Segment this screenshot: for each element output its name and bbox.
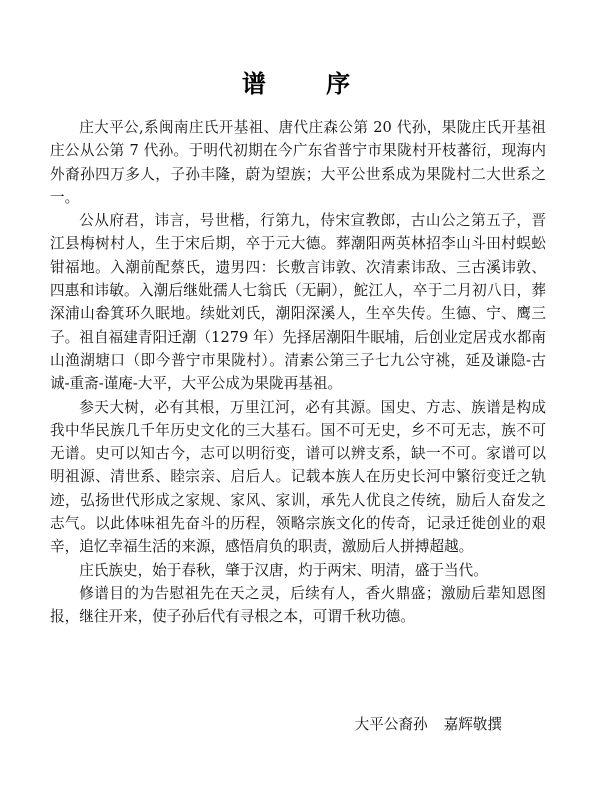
paragraph-origin: 庄大平公,系闽南庄氏开基祖、唐代庄森公第 20 代孙，果陇庄氏开基祖庄公从公第 7 代孙。于明代初期在今广东省普宁市果陇村开枝蕃衍，现海内外裔孙四万多人，子孙丰隆，蔚为望族；大平公世系成为果陇村二大世系之一。	[50, 119, 546, 206]
signature	[0, 713, 502, 736]
paragraph-clan-history: 庄氏族史，始于春秋，肇于汉唐，灼于两宋、明清，盛于当代。	[79, 561, 488, 579]
paragraph-genealogy-significance: 参天大树，必有其根，万里江河，必有其源。国史、方志、族谱是构成我中华民族几千年历史文化的三大基石。国不可无史，乡不可无志，族不可无谱。史可以知古今，志可以明衍变，谱可以辨支系，缺一不可。家谱可以明祖源、清世系、睦宗亲、启后人。记载本族人在历史长河中繁衍变迁之轨迹，弘扬世代形成之家规、家风、家训，承先人优良之传统，励后人奋发之志气。以此体味祖先奋斗的历程，领略宗族文化的传奇，记录迁徙创业的艰辛，追忆幸福生活的来源，感悟肩负的职责，激励后人拼搏超越。	[50, 398, 546, 556]
signature-author-name: 嘉辉敬撰	[443, 716, 502, 733]
paragraph-ancestor: 公从府君，讳言，号世楷，行第九，侍宋宣教郎，古山公之第五子，晋江县梅树村人，生于宋后期，卒于元大德。葬潮阳两英林招李山斗田村蜈蚣钳福地。入潮前配蔡氏，遗男四：长敷言讳敦、次清素讳敌、三古溪讳敦、四惠和讳敏。入潮后继妣孺人七翁氏（无嗣），鮀江人，卒于二月初八日，葬深浦山畚箕环久眠地。续妣刘氏，潮阳深溪人，生卒失传。生德、宁、鹰三子。祖自福建青阳迁潮（1279 年）先择居潮阳牛眠埔，后创业定居戎水都南山渔湖塘口（即今普宁市果陇村）。清素公第三子七九公守祧，延及谦隐-古诚-重斋-谨庵-大平，大平公成为果陇再基祖。	[50, 212, 546, 393]
signature-author-title: 大平公裔孙	[354, 716, 428, 733]
preface-body	[50, 116, 546, 629]
page-title: 谱 序	[241, 70, 377, 98]
paragraph-purpose: 修谱目的为告慰祖先在天之灵，后续有人，香火鼎盛；激励后辈知恩图报，继往开来，使子孙后代有寻根之本，可谓千秋功德。	[50, 584, 546, 626]
